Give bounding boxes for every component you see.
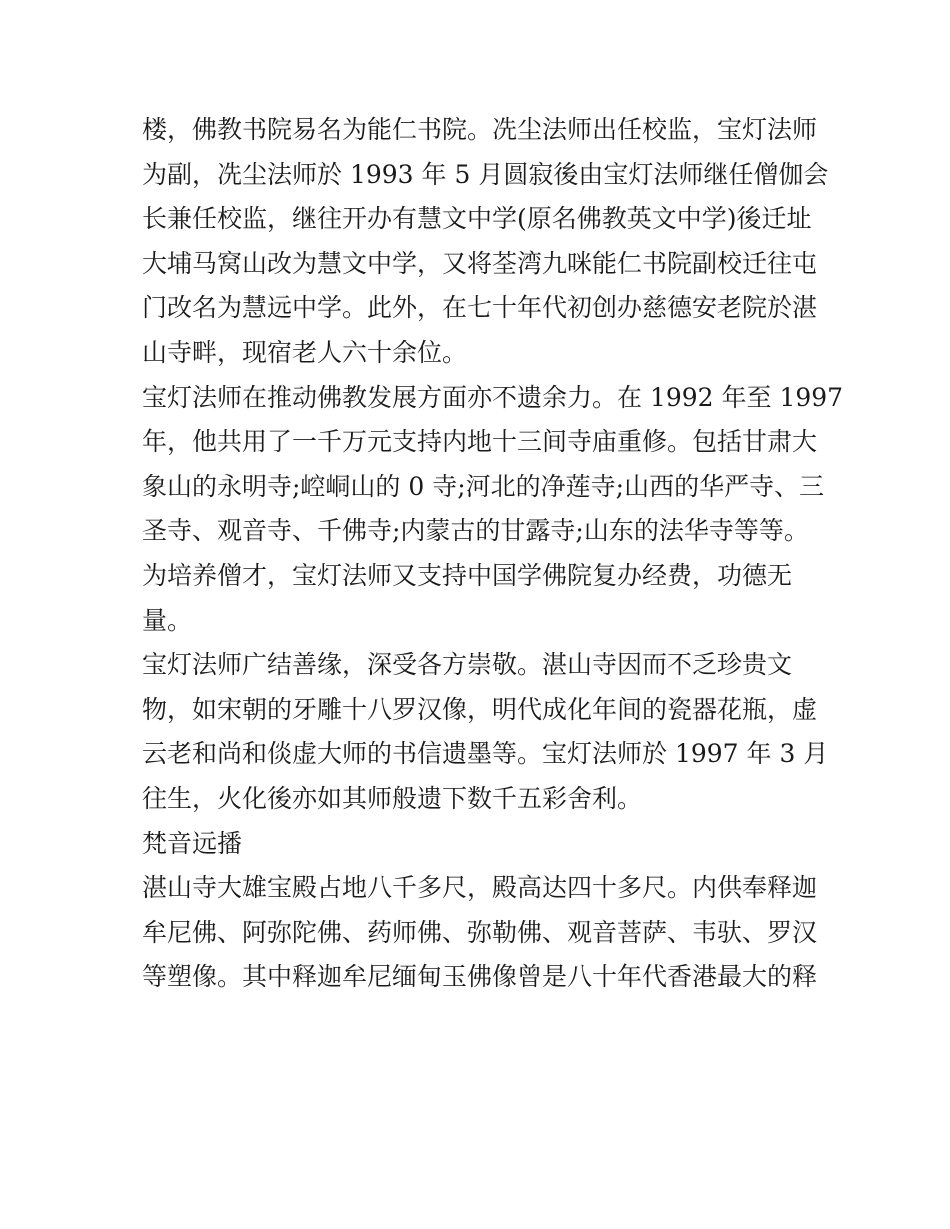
text-line: 年，他共用了一千万元支持内地十三间寺庙重修。包括甘肃大 — [142, 427, 818, 457]
text-line: 云老和尚和倓虚大师的书信遗墨等。宝灯法师於 1997 年 3 月 — [142, 739, 829, 769]
section-heading: 梵音远播 — [142, 828, 243, 858]
text-line: 量。 — [142, 605, 193, 635]
text-line: 物，如宋朝的牙雕十八罗汉像，明代成化年间的瓷器花瓶，虚 — [142, 694, 818, 724]
text-line: 为副，冼尘法师於 1993 年 5 月圆寂後由宝灯法师继任僧伽会 — [142, 159, 829, 189]
body-text — [142, 108, 844, 1000]
text-line: 为培养僧才，宝灯法师又支持中国学佛院复办经费，功德无 — [142, 560, 793, 590]
text-line: 长兼任校监，继往开办有慧文中学(原名佛教英文中学)後迁址 — [142, 204, 812, 234]
text-line: 圣寺、观音寺、千佛寺;内蒙古的甘露寺;山东的法华寺等等。 — [142, 516, 809, 546]
text-line: 象山的永明寺;崆峒山的 0 寺;河北的净莲寺;山西的华严寺、三 — [142, 471, 825, 501]
text-line: 楼，佛教书院易名为能仁书院。冼尘法师出任校监，宝灯法师 — [142, 115, 818, 144]
text-line: 牟尼佛、阿弥陀佛、药师佛、弥勒佛、观音菩萨、韦驮、罗汉 — [142, 917, 818, 947]
text-line: 山寺畔，现宿老人六十余位。 — [142, 337, 468, 367]
text-line: 宝灯法师在推动佛教发展方面亦不遗余力。在 1992 年至 1997 — [142, 382, 844, 412]
text-line: 等塑像。其中释迦牟尼缅甸玉佛像曾是八十年代香港最大的释 — [142, 962, 818, 992]
text-line: 门改名为慧远中学。此外，在七十年代初创办慈德安老院於湛 — [142, 293, 818, 323]
text-line: 宝灯法师广结善缘，深受各方崇敬。湛山寺因而不乏珍贵文 — [142, 650, 793, 680]
text-line: 往生，火化後亦如其师般遗下数千五彩舍利。 — [142, 783, 643, 813]
text-line: 湛山寺大雄宝殿占地八千多尺，殿高达四十多尺。内供奉释迦 — [142, 873, 818, 903]
text-line: 大埔马窝山改为慧文中学，又将荃湾九咪能仁书院副校迁往屯 — [142, 248, 818, 278]
